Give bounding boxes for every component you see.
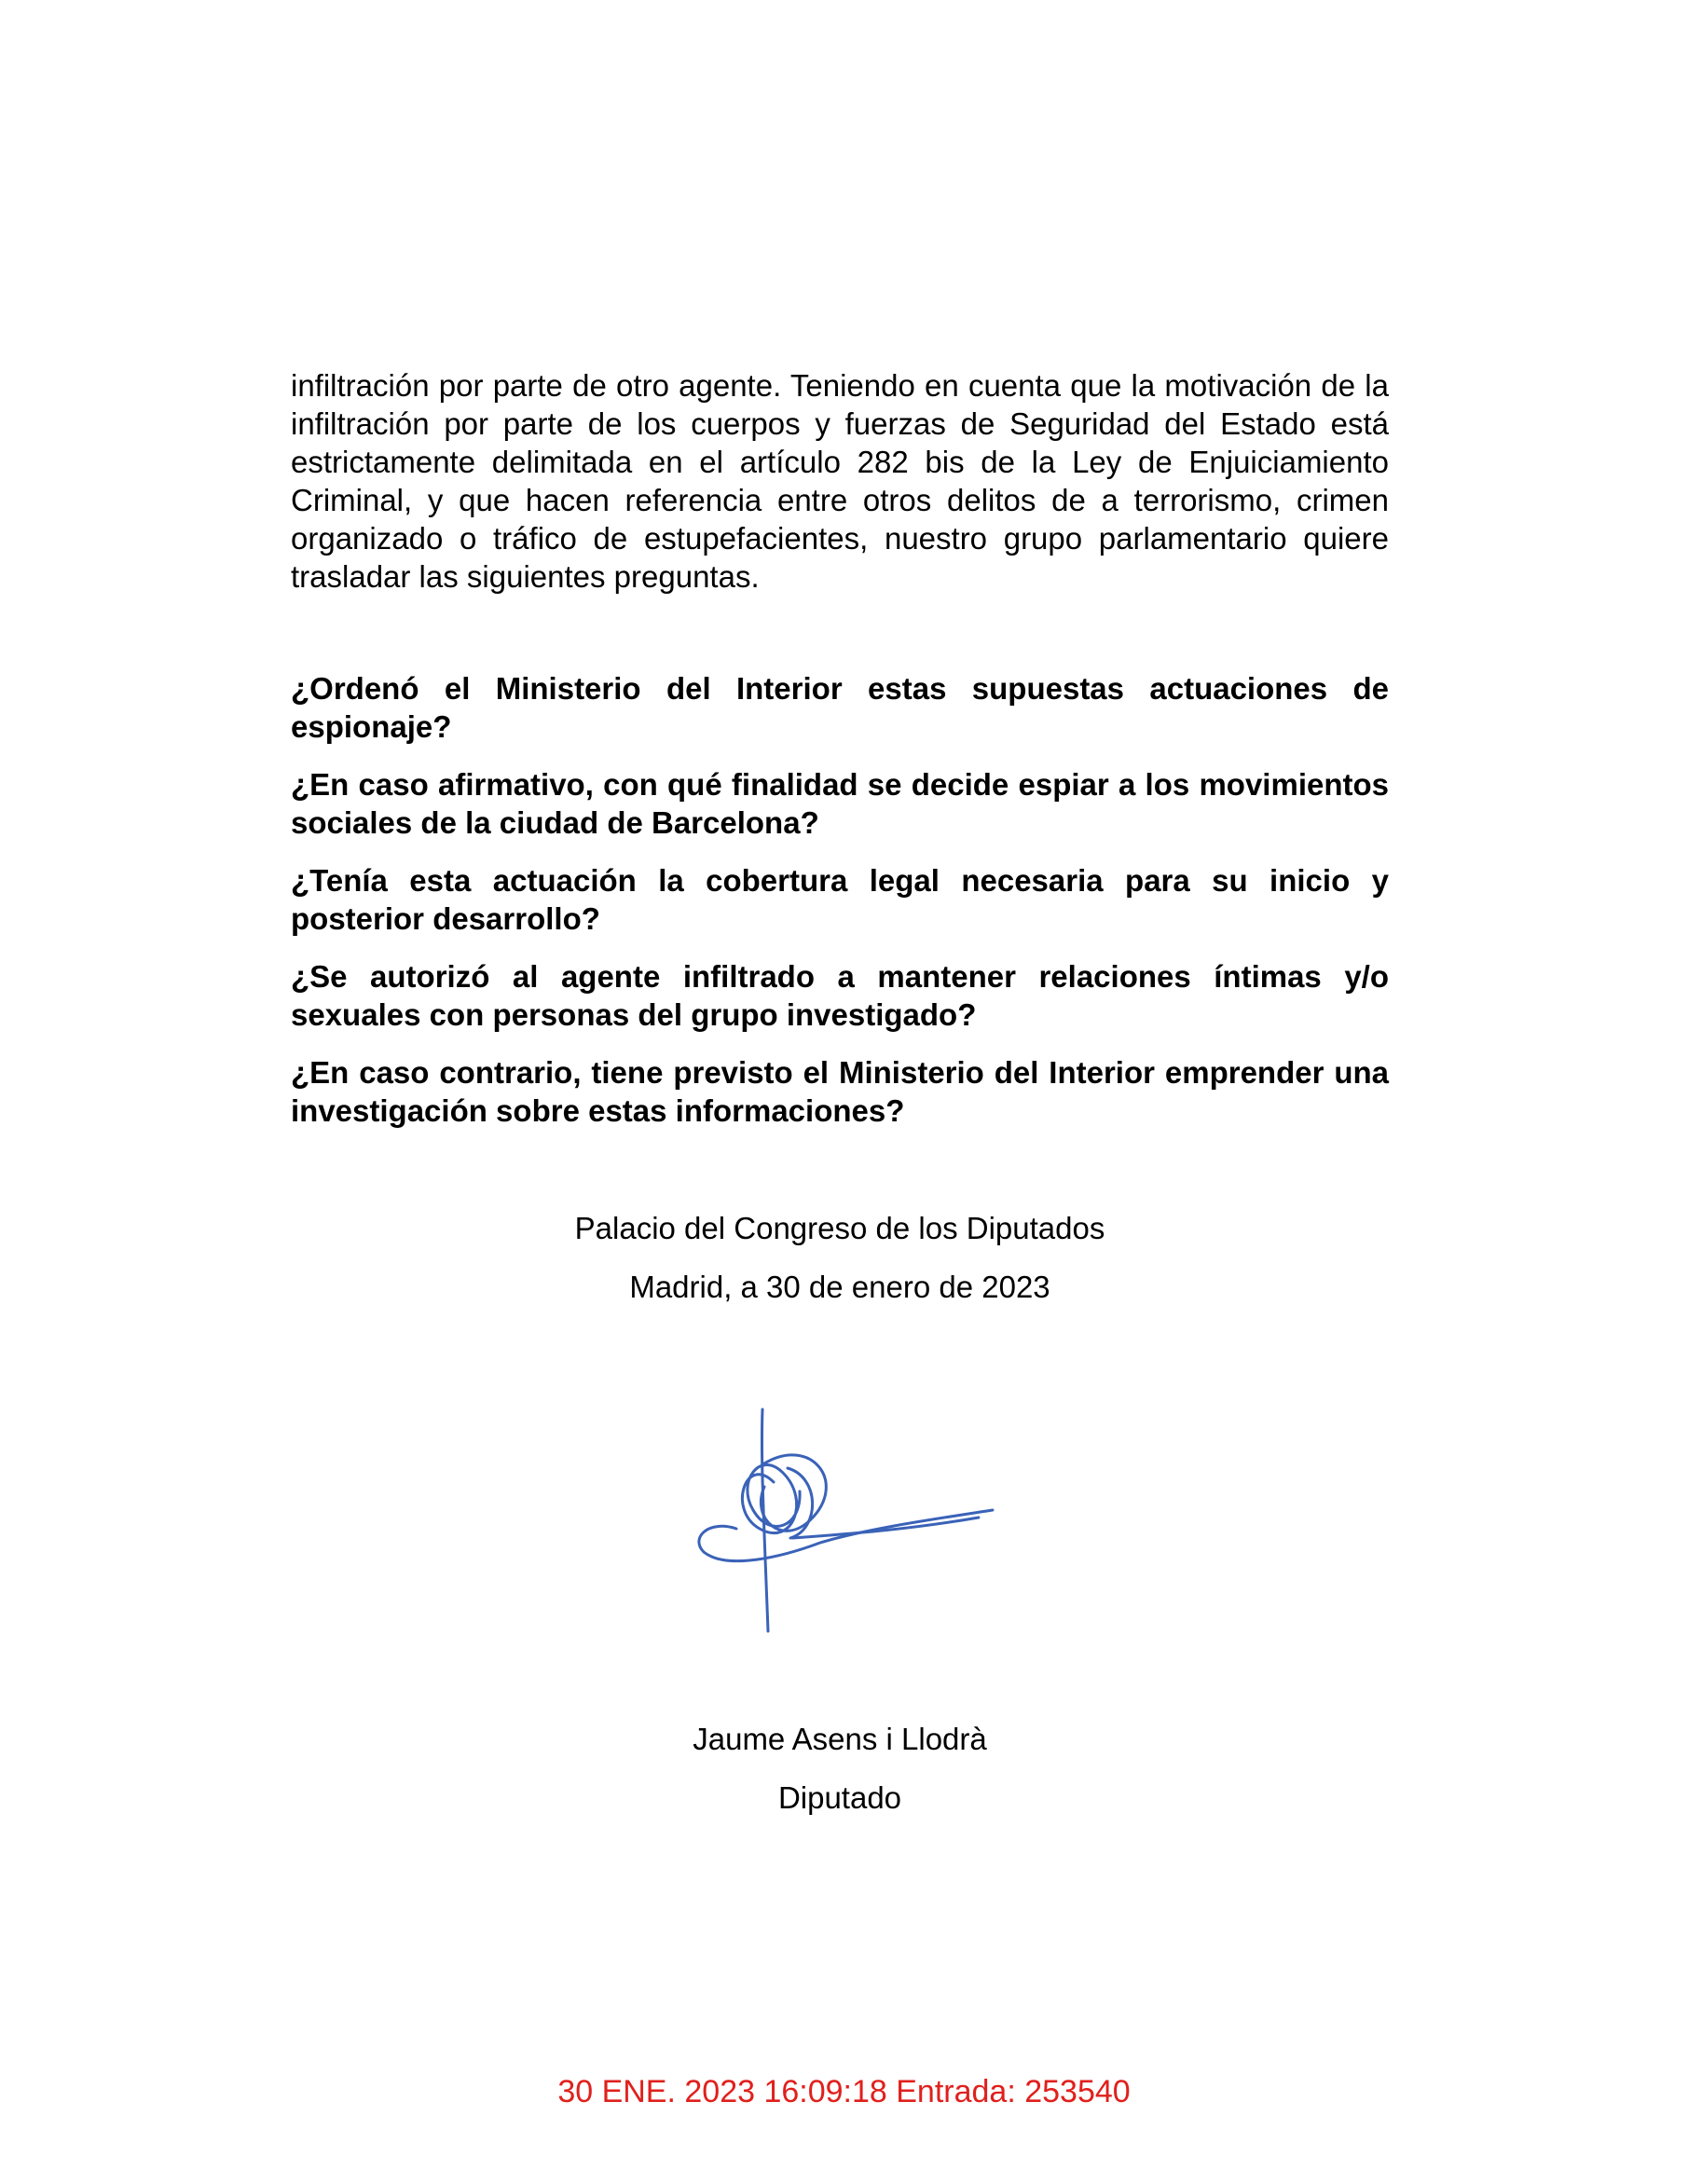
signer-role: Diputado	[777, 1780, 902, 1815]
question-3: ¿Tenía esta actuación la cobertura legal necesaria para su inicio y posterior desarrollo?	[291, 863, 1389, 936]
questions-list	[291, 669, 1389, 1149]
question-5: ¿En caso contrario, tiene previsto el Ministerio del Interior emprender una investigación sobre estas informaciones?	[291, 1055, 1389, 1128]
signer-name: Jaume Asens i Llodrà	[693, 1722, 987, 1756]
question-4: ¿Se autorizó al agente infiltrado a mantener relaciones íntimas y/o sexuales con personas del grupo investigado?	[291, 959, 1389, 1032]
closing-date: Madrid, a 30 de enero de 2023	[629, 1270, 1050, 1304]
closing-place: Palacio del Congreso de los Diputados	[574, 1211, 1105, 1245]
question-2: ¿En caso afirmativo, con qué finalidad se decide espiar a los movimientos sociales de la ciudad de Barcelona?	[291, 767, 1389, 840]
registry-stamp: 30 ENE. 2023 16:09:18 Entrada: 253540	[557, 2074, 1131, 2109]
intro-paragraph: infiltración por parte de otro agente. Teniendo en cuenta que la motivación de la infiltración por parte de los cuerpos y fuerzas de Seguridad del Estado está estrictamente delimitada en el artículo 282 bis de la Ley de Enjuiciamiento Criminal, y que hacen referencia entre otros delitos de a terrorismo, crimen organizado o tráfico de estupefacientes, nuestro grupo parlamentario quiere trasladar las siguientes preguntas.	[291, 368, 1389, 594]
question-1: ¿Ordenó el Ministerio del Interior estas supuestas actuaciones de espionaje?	[291, 671, 1389, 744]
handwritten-signature	[671, 1398, 1007, 1641]
